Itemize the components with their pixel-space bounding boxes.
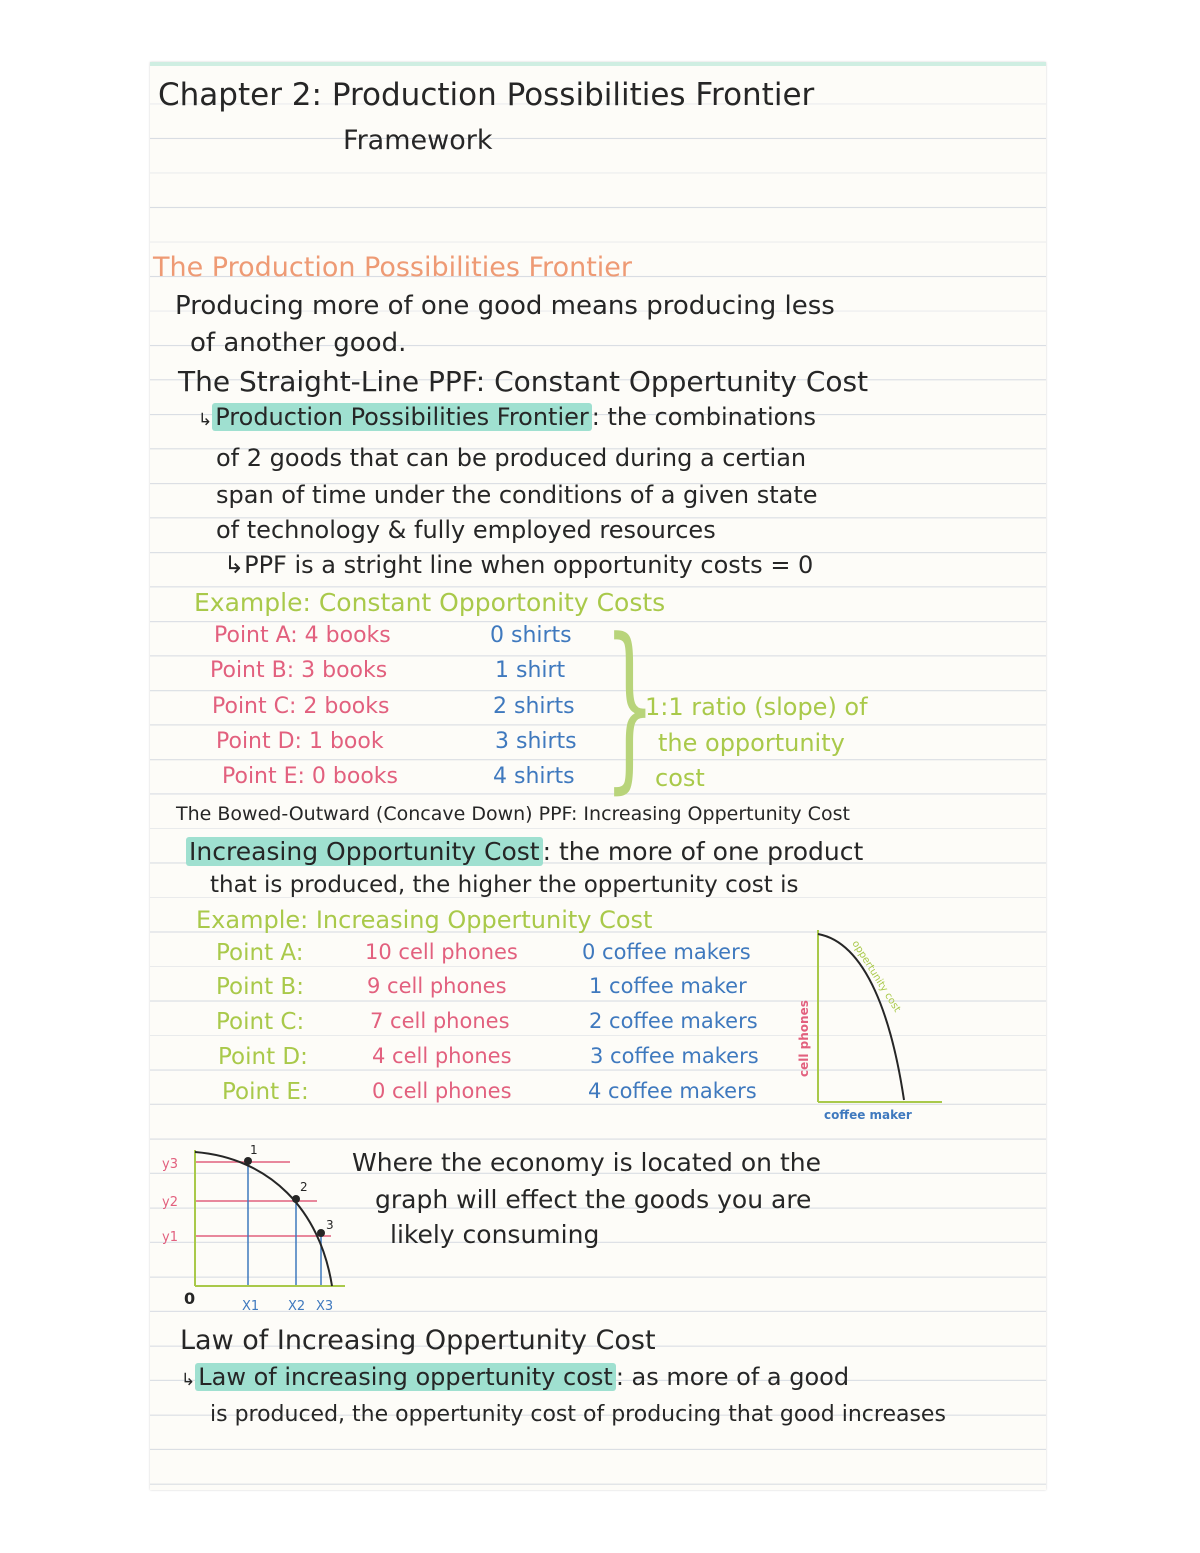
location-ylabel-2: y2 <box>162 1195 178 1210</box>
law-definition-line1 <box>181 1365 849 1389</box>
location-point-3 <box>317 1229 325 1237</box>
ppf-sketch-xlabel: coffee maker <box>824 1108 912 1122</box>
ppf-sketch-curve-label: oppertunity cost <box>849 938 903 1015</box>
increasing-row-b-phones: 9 cell phones <box>367 974 507 998</box>
increasing-row-a-point: Point A: <box>216 940 304 966</box>
increasing-row-d-makers: 3 coffee makers <box>590 1044 759 1068</box>
location-xlabel-3: X3 <box>316 1299 334 1314</box>
increasing-row-d-point: Point D: <box>218 1044 308 1070</box>
location-point-label-1: 1 <box>250 1143 258 1157</box>
ppf-term-highlight: Production Possibilities Frontier <box>212 403 592 431</box>
law-heading: Law of Increasing Oppertunity Cost <box>180 1325 656 1356</box>
law-term-highlight: Law of increasing oppertunity cost <box>195 1363 616 1391</box>
constant-row-d-shirts: 3 shirts <box>495 729 577 754</box>
example-constant-heading: Example: Constant Opportonity Costs <box>194 588 666 617</box>
curly-brace-icon: } <box>604 601 656 810</box>
increasing-row-e-point: Point E: <box>222 1079 309 1105</box>
ppf-sketch-graph <box>792 925 962 1125</box>
law-definition-line2: is produced, the oppertunity cost of producing that good increases <box>210 1402 946 1427</box>
ppf-sketch-ylabel: cell phones <box>797 1000 811 1077</box>
page-title-line2: Framework <box>343 125 493 156</box>
example-increasing-heading: Example: Increasing Oppertunity Cost <box>196 906 653 934</box>
location-point-2 <box>292 1195 300 1203</box>
location-note-line1: Where the economy is located on the <box>352 1148 821 1177</box>
constant-row-c-shirts: 2 shirts <box>493 694 575 719</box>
intro-line1: Producing more of one good means producing less <box>175 291 835 321</box>
increasing-definition-rest: : the more of one product <box>542 837 864 866</box>
increasing-row-a-makers: 0 coffee makers <box>582 940 751 964</box>
ppf-definition-line2: of 2 goods that can be produced during a certian <box>216 444 807 472</box>
constant-row-b-shirts: 1 shirt <box>495 658 566 683</box>
ppf-definition-line1 <box>198 405 816 429</box>
straight-line-heading: The Straight-Line PPF: Constant Oppertunity Cost <box>178 365 869 398</box>
increasing-row-a-phones: 10 cell phones <box>365 940 518 964</box>
location-note-line2: graph will effect the goods you are <box>375 1185 812 1214</box>
location-point-label-3: 3 <box>326 1218 334 1232</box>
increasing-row-c-point: Point C: <box>216 1009 305 1035</box>
increasing-term-highlight: Increasing Opportunity Cost <box>186 837 543 866</box>
arrow-icon: ↳ <box>181 1370 196 1390</box>
page-title-line1: Chapter 2: Production Possibilities Frontier <box>158 77 815 113</box>
intro-line2: of another good. <box>190 328 407 358</box>
location-xlabel-1: X1 <box>242 1299 260 1314</box>
bowed-heading: The Bowed-Outward (Concave Down) PPF: Increasing Oppertunity Cost <box>176 803 850 825</box>
increasing-definition-line2: that is produced, the higher the oppertunity cost is <box>210 872 799 898</box>
location-origin: 0 <box>184 1289 196 1308</box>
increasing-row-b-point: Point B: <box>216 974 304 1000</box>
location-xlabel-2: X2 <box>288 1299 306 1314</box>
increasing-row-c-makers: 2 coffee makers <box>589 1009 758 1033</box>
location-curve <box>195 1152 332 1286</box>
constant-row-b-point: Point B: 3 books <box>210 658 388 683</box>
brace-note-line1: 1:1 ratio (slope) of <box>645 693 868 721</box>
location-ylabel-3: y3 <box>162 1157 178 1172</box>
increasing-row-d-phones: 4 cell phones <box>372 1044 512 1068</box>
increasing-row-e-makers: 4 coffee makers <box>588 1079 757 1103</box>
constant-row-d-point: Point D: 1 book <box>216 729 384 754</box>
location-note-line3: likely consuming <box>390 1220 600 1249</box>
brace-note-line3: cost <box>655 764 705 792</box>
page-top-edge <box>150 62 1046 66</box>
constant-row-e-shirts: 4 shirts <box>493 764 575 789</box>
increasing-row-e-phones: 0 cell phones <box>372 1079 512 1103</box>
increasing-row-c-phones: 7 cell phones <box>370 1009 510 1033</box>
location-ylabel-1: y1 <box>162 1230 178 1245</box>
constant-row-c-point: Point C: 2 books <box>212 694 390 719</box>
ppf-definition-line3: span of time under the conditions of a given state <box>216 481 818 509</box>
law-definition-rest: : as more of a good <box>615 1363 850 1391</box>
ppf-definition-line5: ↳PPF is a stright line when opportunity costs = 0 <box>224 551 814 579</box>
brace-note-line2: the opportunity <box>658 729 845 757</box>
increasing-row-b-makers: 1 coffee maker <box>589 974 747 998</box>
constant-row-e-point: Point E: 0 books <box>222 764 398 789</box>
ppf-definition-line4: of technology & fully employed resources <box>216 516 716 544</box>
location-point-1 <box>244 1157 252 1165</box>
section-heading-ppf: The Production Possibilities Frontier <box>153 252 632 283</box>
increasing-definition-line1 <box>186 839 863 864</box>
constant-row-a-shirts: 0 shirts <box>490 623 572 648</box>
ppf-definition-rest: : the combinations <box>591 403 817 431</box>
arrow-icon: ↳ <box>198 410 213 430</box>
location-graph <box>160 1140 350 1325</box>
constant-row-a-point: Point A: 4 books <box>214 623 391 648</box>
location-point-label-2: 2 <box>300 1180 308 1194</box>
